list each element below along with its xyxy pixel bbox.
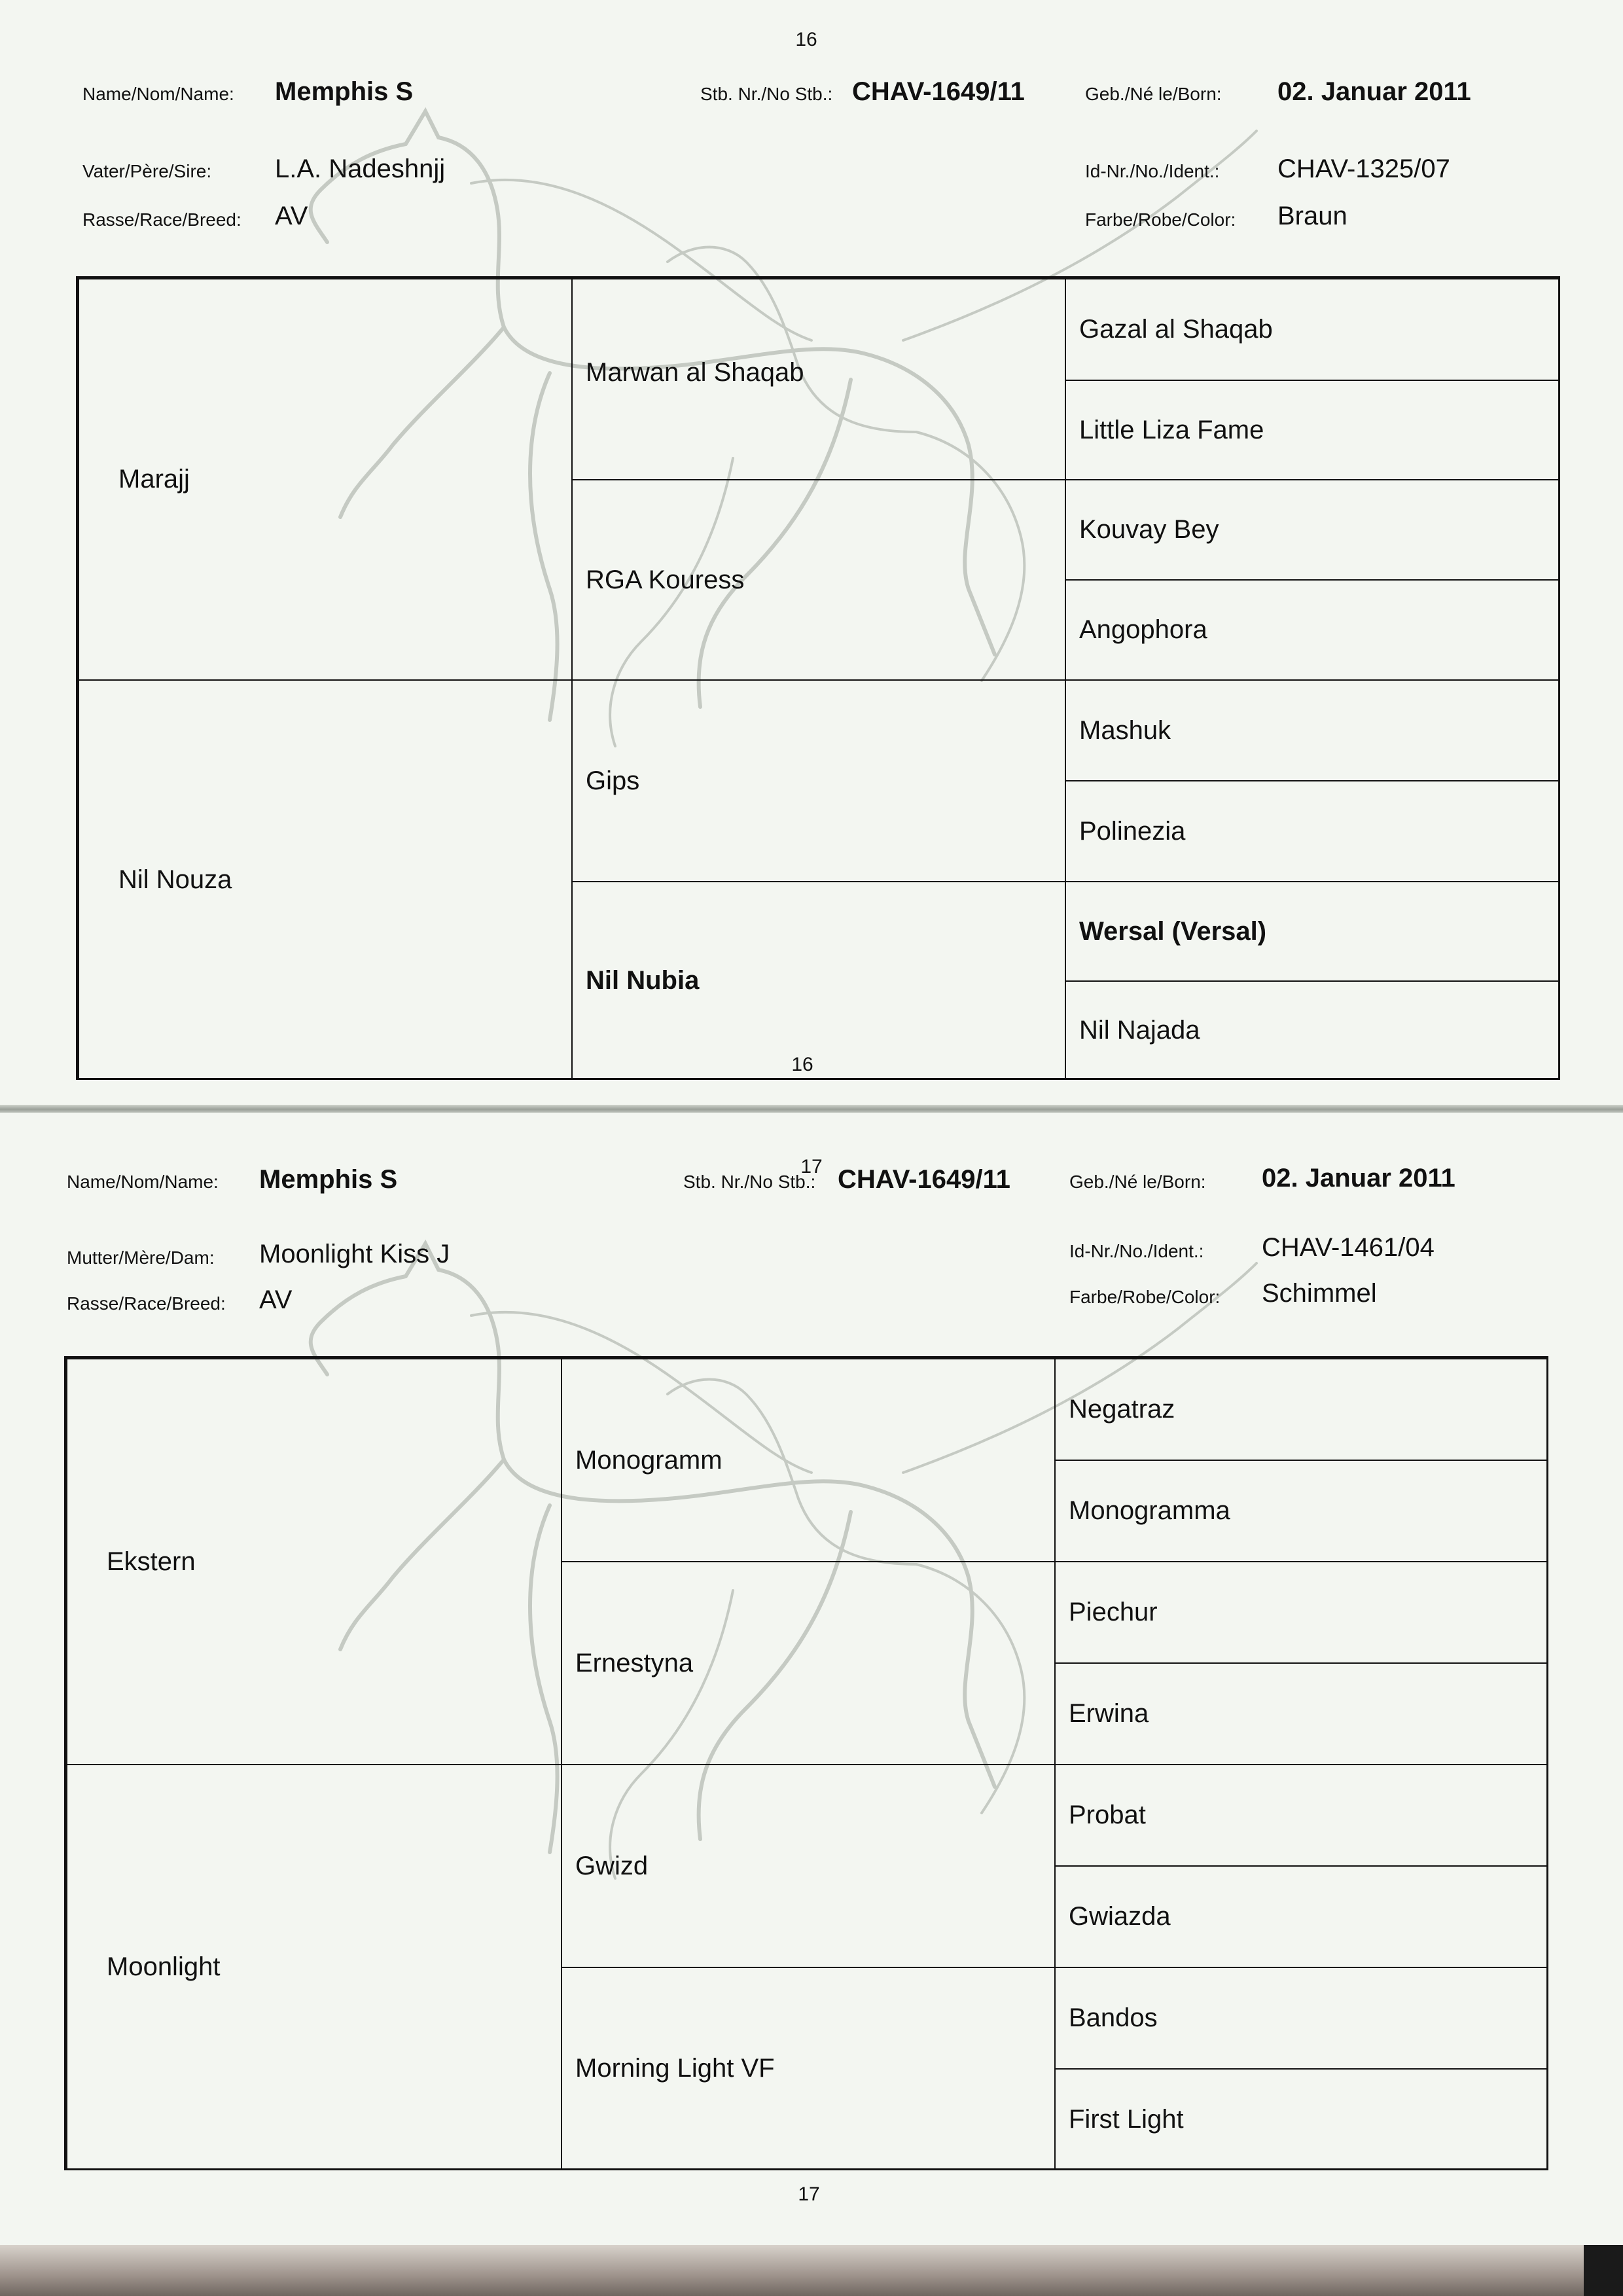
ident-label: Id-Nr./No./Ident.:	[1085, 161, 1220, 181]
pedigree-gen2-name: Nil Nubia	[586, 965, 700, 995]
pedigree-gen3-cell	[1065, 980, 1560, 1080]
page-number-bottom: 17	[798, 2183, 820, 2205]
pedigree-gen3-cell	[1054, 1865, 1548, 1968]
studbook-number: CHAV-1649/11	[852, 77, 1025, 106]
sire-name: L.A. Nadeshnjj	[275, 154, 446, 183]
pedigree-gen3-cell	[1054, 1460, 1548, 1562]
sire-ident-number: CHAV-1325/07	[1277, 154, 1450, 183]
pedigree-gen3-cell	[1065, 380, 1560, 480]
scan-bottom-edge	[0, 2245, 1623, 2296]
dam-ident-number: CHAV-1461/04	[1262, 1233, 1435, 1262]
pedigree-gen2-name: Gips	[586, 766, 640, 795]
pedigree-gen3-name: Wersal (Versal)	[1079, 916, 1267, 946]
dam-color: Schimmel	[1262, 1279, 1377, 1308]
page-number-top: 17	[800, 1156, 823, 1177]
dam-label: Mutter/Mère/Dam:	[67, 1247, 215, 1268]
horse-name: Memphis S	[259, 1165, 398, 1194]
color-label: Farbe/Robe/Color:	[1069, 1287, 1221, 1307]
pedigree-gen2-name: RGA Kouress	[586, 565, 745, 594]
pedigree-gen3-name: Polinezia	[1079, 816, 1186, 846]
pedigree-gen3-name: Nil Najada	[1079, 1015, 1200, 1045]
breed-value: AV	[259, 1285, 293, 1314]
pedigree-gen3-cell	[1065, 278, 1560, 381]
breed-value: AV	[275, 202, 308, 230]
pedigree-gen3-name: Little Liza Fame	[1079, 415, 1264, 444]
pedigree-gen2-cell	[561, 1358, 1056, 1562]
pedigree-gen3-name: Probat	[1069, 1801, 1146, 1829]
pedigree-gen3-cell	[1054, 1662, 1548, 1765]
pedigree-gen1-name: Nil Nouza	[118, 865, 232, 894]
pedigree-gen2-cell	[561, 1967, 1056, 2170]
pedigree-gen3-name: Kouvay Bey	[1079, 515, 1219, 544]
pedigree-gen1-cell	[78, 679, 573, 1080]
pedigree-gen3-name: Gazal al Shaqab	[1079, 315, 1273, 344]
passport-page-16	[0, 0, 1623, 1106]
birth-date: 02. Januar 2011	[1262, 1164, 1455, 1193]
pedigree-gen3-name: Negatraz	[1069, 1395, 1175, 1424]
pedigree-gen2-name: Marwan al Shaqab	[586, 358, 804, 387]
pedigree-gen3-name: Erwina	[1069, 1699, 1149, 1728]
pedigree-gen2-cell	[571, 278, 1066, 480]
pedigree-gen1-name: Moonlight	[107, 1952, 221, 1981]
pedigree-gen3-name: Monogramma	[1069, 1496, 1230, 1525]
pedigree-gen1-cell	[66, 1358, 562, 1765]
pedigree-gen1-cell	[78, 278, 573, 681]
pedigree-gen2-cell	[561, 1764, 1056, 1968]
pedigree-gen3-name: First Light	[1069, 2104, 1184, 2134]
studbook-label: Stb. Nr./No Stb.:	[683, 1172, 816, 1192]
pedigree-gen2-cell	[571, 479, 1066, 681]
pedigree-gen3-cell	[1054, 1764, 1548, 1867]
born-label: Geb./Né le/Born:	[1069, 1172, 1206, 1192]
pedigree-gen3-cell	[1065, 479, 1560, 581]
pedigree-gen3-name: Bandos	[1069, 2003, 1158, 2032]
name-label: Name/Nom/Name:	[67, 1172, 219, 1192]
pedigree-gen3-name: Mashuk	[1079, 715, 1171, 745]
breed-label: Rasse/Race/Breed:	[67, 1293, 226, 1314]
page-number-top: 16	[795, 29, 817, 50]
pedigree-gen2-name: Morning Light VF	[575, 2054, 775, 2083]
pedigree-gen2-name: Monogramm	[575, 1445, 722, 1475]
pedigree-gen1-name: Ekstern	[107, 1547, 196, 1576]
birth-date: 02. Januar 2011	[1277, 77, 1471, 106]
page-number-bottom: 16	[791, 1054, 813, 1075]
horse-name: Memphis S	[275, 77, 414, 106]
pedigree-gen2-name: Ernestyna	[575, 1648, 694, 1677]
pedigree-gen3-cell	[1065, 679, 1560, 781]
pedigree-gen3-name: Piechur	[1069, 1598, 1158, 1626]
passport-page-17	[0, 1113, 1623, 2245]
pedigree-gen3-name: Gwiazda	[1069, 1902, 1171, 1931]
pedigree-gen3-cell	[1065, 881, 1560, 982]
pedigree-gen2-cell	[571, 679, 1066, 882]
pedigree-gen2-name: Gwizd	[575, 1851, 649, 1880]
pedigree-gen2-cell	[561, 1561, 1056, 1765]
born-label: Geb./Né le/Born:	[1085, 84, 1222, 104]
pedigree-gen3-name: Angophora	[1079, 615, 1207, 644]
breed-label: Rasse/Race/Breed:	[82, 209, 241, 230]
sire-label: Vater/Père/Sire:	[82, 161, 212, 181]
pedigree-gen2-cell	[571, 881, 1066, 1080]
pedigree-gen3-cell	[1054, 2068, 1548, 2170]
studbook-label: Stb. Nr./No Stb.:	[700, 84, 833, 104]
pedigree-table	[64, 1356, 1548, 2170]
pedigree-gen1-name: Marajj	[118, 465, 190, 493]
pedigree-gen3-cell	[1054, 1967, 1548, 2070]
pedigree-gen3-cell	[1065, 780, 1560, 882]
pedigree-table	[76, 276, 1560, 1080]
name-label: Name/Nom/Name:	[82, 84, 234, 104]
pedigree-gen3-cell	[1054, 1358, 1548, 1461]
color-label: Farbe/Robe/Color:	[1085, 209, 1236, 230]
studbook-number: CHAV-1649/11	[838, 1165, 1010, 1194]
sire-color: Braun	[1277, 202, 1347, 230]
pedigree-gen1-cell	[66, 1764, 562, 2170]
dam-name: Moonlight Kiss J	[259, 1240, 450, 1268]
pedigree-gen3-cell	[1065, 579, 1560, 681]
pedigree-gen3-cell	[1054, 1561, 1548, 1664]
ident-label: Id-Nr./No./Ident.:	[1069, 1241, 1204, 1261]
